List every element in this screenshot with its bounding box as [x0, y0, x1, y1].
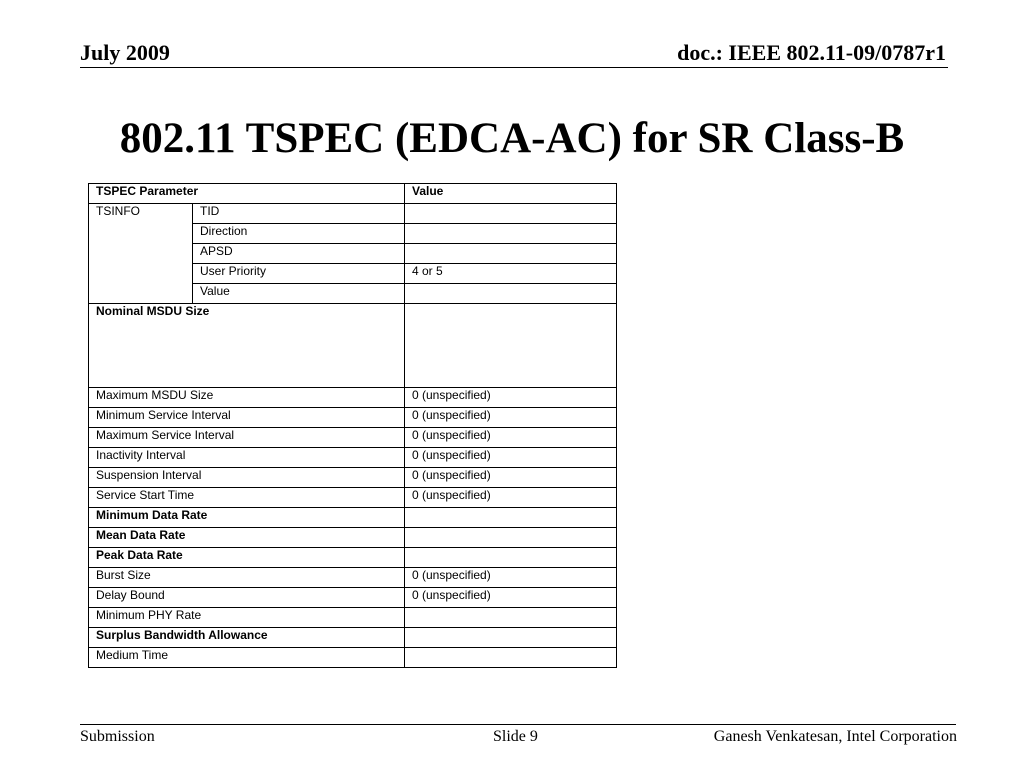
tsinfo-sub-value [405, 244, 617, 264]
parameter-label: Medium Time [89, 648, 405, 668]
footer-slide-number: Slide 9 [493, 728, 538, 745]
table-row [89, 528, 617, 548]
tsinfo-sub-label: User Priority [193, 264, 405, 284]
tsinfo-label: TSINFO [89, 204, 193, 304]
table-row [89, 548, 617, 568]
parameter-label: Service Start Time [89, 488, 405, 508]
parameter-value: 0 (unspecified) [405, 388, 617, 408]
parameter-label: Minimum Data Rate [89, 508, 405, 528]
footer-submission: Submission [80, 728, 155, 745]
parameter-value: 0 (unspecified) [405, 568, 617, 588]
parameter-value [405, 628, 617, 648]
parameter-label: Burst Size [89, 568, 405, 588]
parameter-label: Inactivity Interval [89, 448, 405, 468]
tsinfo-sub-value [405, 224, 617, 244]
table-row [89, 388, 617, 408]
table-row [89, 628, 617, 648]
table-row [89, 508, 617, 528]
table-row [89, 304, 617, 388]
slide-title: 802.11 TSPEC (EDCA-AC) for SR Class-B [119, 115, 905, 162]
table-row [89, 488, 617, 508]
column-header-parameter: TSPEC Parameter [89, 184, 405, 204]
footer-divider [80, 724, 956, 725]
parameter-value [405, 304, 617, 388]
table-row [89, 648, 617, 668]
table-row [89, 204, 617, 224]
table-row [89, 448, 617, 468]
table-row [89, 608, 617, 628]
parameter-value: 0 (unspecified) [405, 408, 617, 428]
table-row [89, 408, 617, 428]
parameter-label: Maximum MSDU Size [89, 388, 405, 408]
table-header-row [89, 184, 617, 204]
header-divider [80, 67, 948, 68]
tsinfo-sub-value [405, 284, 617, 304]
parameter-label: Delay Bound [89, 588, 405, 608]
parameter-label: Minimum Service Interval [89, 408, 405, 428]
parameter-label: Surplus Bandwidth Allowance [89, 628, 405, 648]
tsinfo-sub-value [405, 204, 617, 224]
parameter-value [405, 528, 617, 548]
parameter-label: Mean Data Rate [89, 528, 405, 548]
parameter-value: 0 (unspecified) [405, 488, 617, 508]
header-doc-id: doc.: IEEE 802.11-09/0787r1 [677, 40, 946, 65]
table-row [89, 568, 617, 588]
parameter-label: Nominal MSDU Size [89, 304, 405, 388]
tsinfo-sub-label: TID [193, 204, 405, 224]
parameter-label: Minimum PHY Rate [89, 608, 405, 628]
tsinfo-sub-value: 4 or 5 [405, 264, 617, 284]
table-row [89, 468, 617, 488]
parameter-label: Peak Data Rate [89, 548, 405, 568]
parameter-value: 0 (unspecified) [405, 448, 617, 468]
footer-author: Ganesh Venkatesan, Intel Corporation [713, 728, 957, 745]
parameter-value: 0 (unspecified) [405, 428, 617, 448]
parameter-value [405, 648, 617, 668]
header-date: July 2009 [80, 40, 170, 65]
tsinfo-sub-label: APSD [193, 244, 405, 264]
parameter-label: Maximum Service Interval [89, 428, 405, 448]
parameter-value: 0 (unspecified) [405, 588, 617, 608]
table-row [89, 428, 617, 448]
table-row [89, 588, 617, 608]
column-header-value: Value [405, 184, 617, 204]
parameter-label: Suspension Interval [89, 468, 405, 488]
tsinfo-sub-label: Direction [193, 224, 405, 244]
tspec-table [88, 183, 617, 668]
tsinfo-sub-label: Value [193, 284, 405, 304]
parameter-value: 0 (unspecified) [405, 468, 617, 488]
parameter-value [405, 608, 617, 628]
parameter-value [405, 548, 617, 568]
parameter-value [405, 508, 617, 528]
